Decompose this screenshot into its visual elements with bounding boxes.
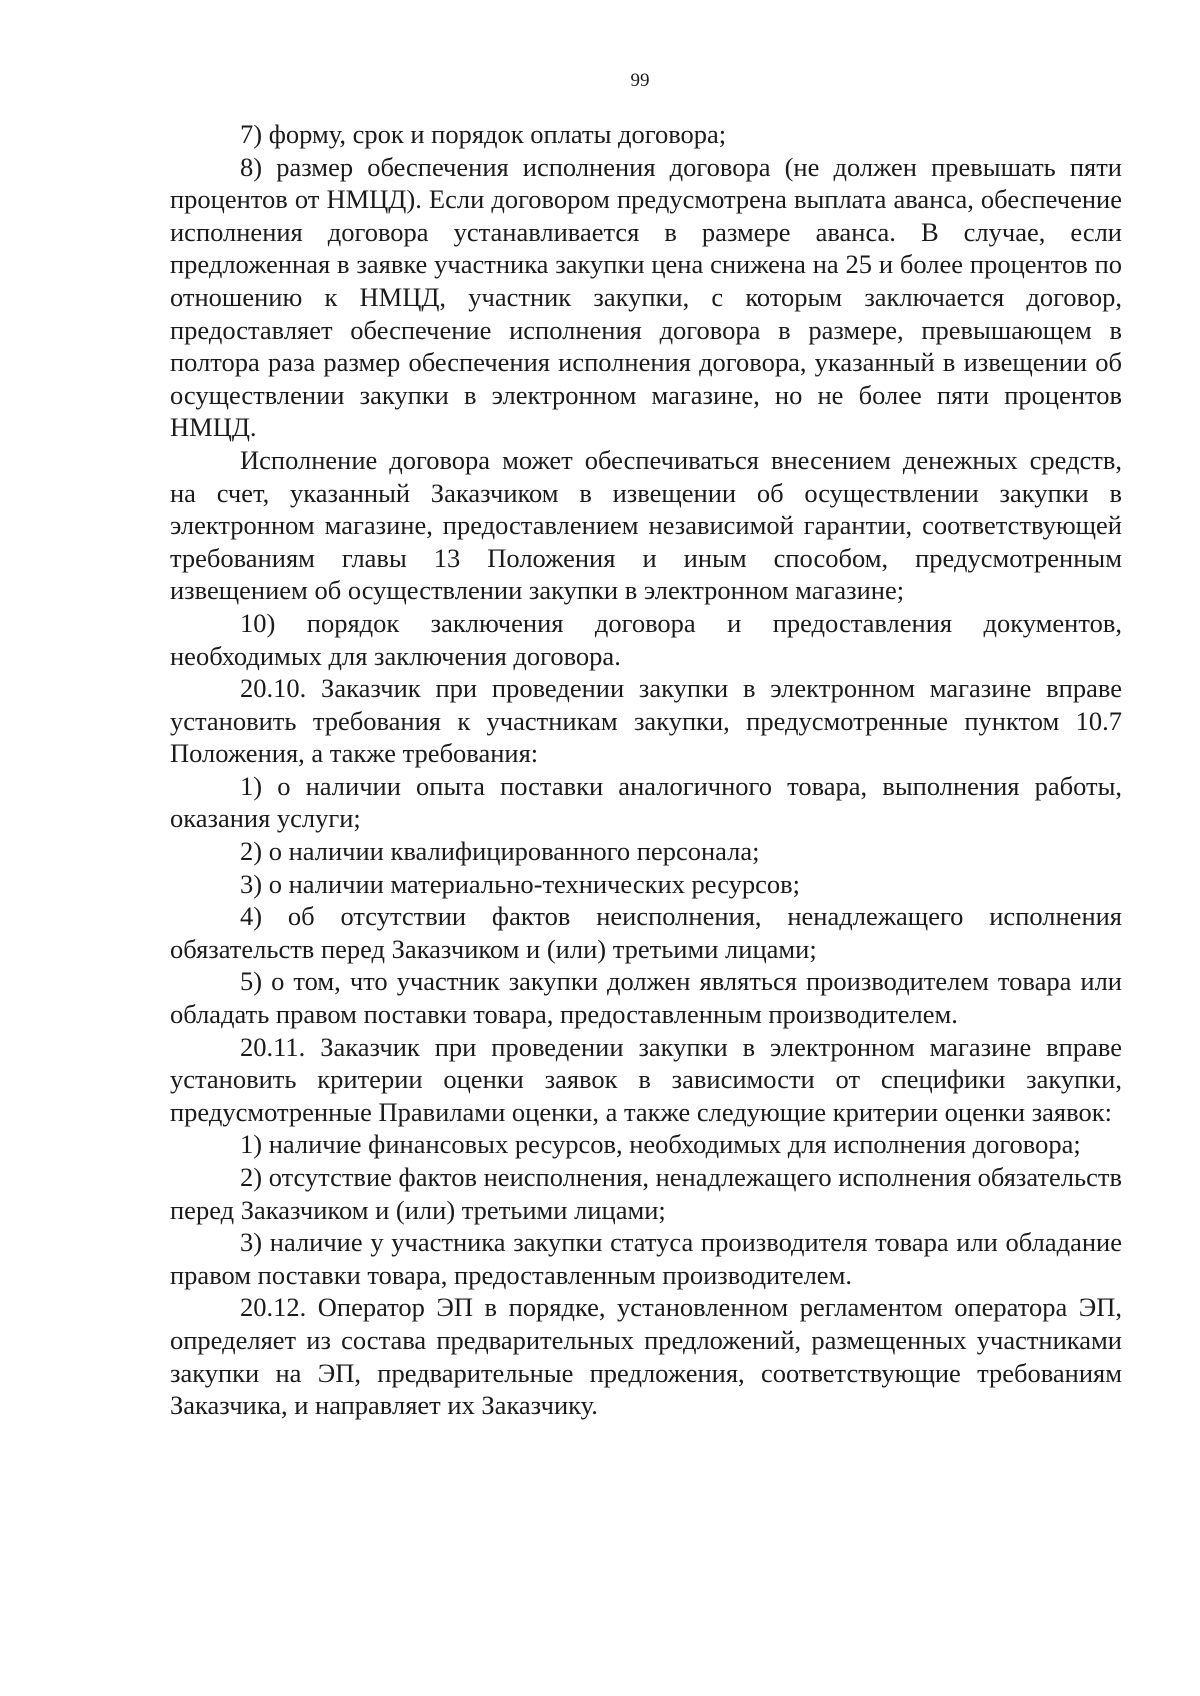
page-number: 99	[630, 70, 650, 91]
paragraph-clause-20-11: 20.11. Заказчик при проведении закупки в электронном магазине вправе установить критерии оценки заявок в зависимости от специфики закупки, предусмотренные Правилами оценки, а также следующие критерии оценки заявок:	[170, 1031, 1122, 1127]
document-body	[170, 118, 1122, 1422]
paragraph-requirement-3: 3) о наличии материально-технических ресурсов;	[240, 868, 800, 899]
paragraph-requirement-1: 1) о наличии опыта поставки аналогичного товара, выполнения работы, оказания услуги;	[170, 770, 1122, 834]
paragraph-item-7: 7) форму, срок и порядок оплаты договора;	[240, 119, 727, 149]
paragraph-requirement-4: 4) об отсутствии фактов неисполнения, ненадлежащего исполнения обязательств перед Заказчиком и (или) третьими лицами;	[170, 901, 1122, 964]
paragraph-item-8: 8) размер обеспечения исполнения договора (не должен превышать пяти процентов от НМЦД). Если договором предусмотрена выплата аванса, обеспечение исполнения договора устанавливается в размере аванса. В случае, если предложенная в заявке участника закупки цена снижена на 25 и более процентов по отношению к НМЦД, участник закупки, с которым заключается договор, предоставляет обеспечение исполнения договора в размере, превышающем в полтора раза размер обеспечения исполнения договора, указанный в извещении об осуществлении закупки в электронном магазине, но не более пяти процентов НМЦД.	[170, 151, 1122, 443]
paragraph-clause-20-12: 20.12. Оператор ЭП в порядке, установленном регламентом оператора ЭП, определяет из состава предварительных предложений, размещенных участниками закупки на ЭП, предварительные предложения, соответствующие требованиям Заказчика, и направляет их Заказчику.	[170, 1292, 1122, 1421]
paragraph-requirement-2: 2) о наличии квалифицированного персонала;	[240, 836, 760, 867]
paragraph-item-10: 10) порядок заключения договора и предоставления документов, необходимых для заключения договора.	[170, 607, 1122, 671]
paragraph-contract-security: Исполнение договора может обеспечиваться внесением денежных средств, на счет, указанный Заказчиком в извещении об осуществлении закупки в электронном магазине, предоставлением независимой гарантии, соответствующей требованиям главы 13 Положения и иным способом, предусмотренным извещением об осуществлении закупки в электронном магазине;	[170, 444, 1122, 606]
paragraph-criterion-1: 1) наличие финансовых ресурсов, необходимых для исполнения договора;	[240, 1129, 1081, 1160]
paragraph-clause-20-10: 20.10. Заказчик при проведении закупки в электронном магазине вправе установить требования к участникам закупки, предусмотренные пунктом 10.7 Положения, а также требования:	[170, 673, 1122, 769]
paragraph-requirement-5: 5) о том, что участник закупки должен являться производителем товара или обладать правом поставки товара, предоставленным производителем.	[170, 966, 1122, 1030]
paragraph-criterion-2: 2) отсутствие фактов неисполнения, ненадлежащего исполнения обязательств перед Заказчиком и (или) третьими лицами;	[170, 1162, 1122, 1225]
paragraph-criterion-3: 3) наличие у участника закупки статуса производителя товара или обладание правом поставки товара, предоставленным производителем.	[170, 1227, 1122, 1290]
